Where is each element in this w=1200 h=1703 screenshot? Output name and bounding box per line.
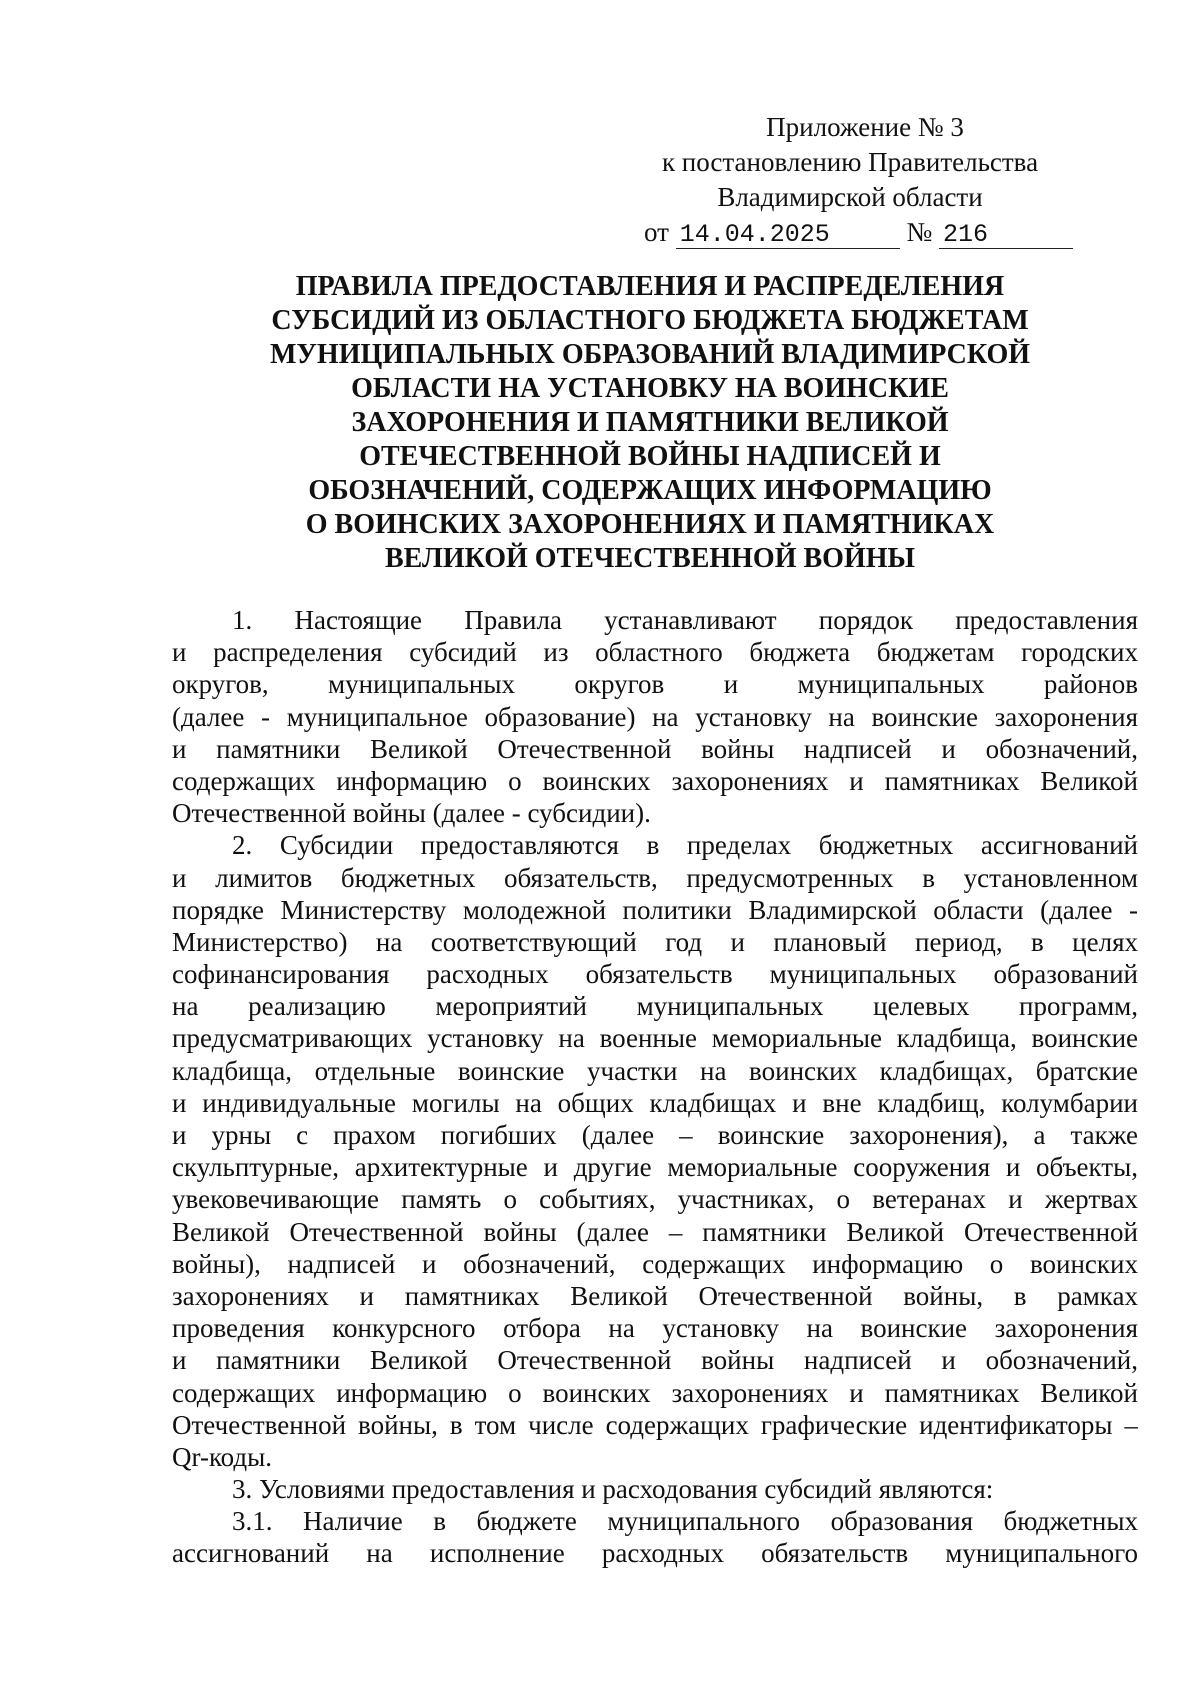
- body-text-line: содержащих информацию о воинских захоронениях и памятниках Великой: [172, 765, 1138, 796]
- resolution-reference: к постановлению Правительства: [661, 147, 1039, 177]
- title-line: СУБСИДИЙ ИЗ ОБЛАСТНОГО БЮДЖЕТА БЮДЖЕТАМ: [271, 305, 1029, 336]
- body-text-line: войны), надписей и обозначений, содержащих информацию о воинских: [172, 1248, 1138, 1279]
- title-line: ЗАХОРОНЕНИЯ И ПАМЯТНИКИ ВЕЛИКОЙ: [351, 407, 949, 438]
- body-text-line: и памятники Великой Отечественной войны надписей и обозначений,: [172, 1345, 1138, 1376]
- body-text-line: скульптурные, архитектурные и другие мемориальные сооружения и объекты,: [172, 1152, 1138, 1183]
- body-text-line: проведения конкурсного отбора на установку на воинские захоронения: [172, 1313, 1138, 1344]
- appendix-header: [620, 110, 1080, 250]
- title-line: ВЕЛИКОЙ ОТЕЧЕСТВЕННОЙ ВОЙНЫ: [384, 543, 916, 574]
- title-line: О ВОИНСКИХ ЗАХОРОНЕНИЯХ И ПАМЯТНИКАХ: [305, 509, 995, 540]
- region-name: Владимирской области: [717, 182, 983, 212]
- body-text-line: увековечивающие память о событиях, участниках, о ветеранах и жертвах: [172, 1184, 1138, 1215]
- body-text-line: округов, муниципальных округов и муниципальных районов: [172, 669, 1138, 700]
- body-text-line: ассигнований на исполнение расходных обязательств муниципального: [172, 1538, 1138, 1569]
- body-text-line: кладбища, отдельные воинские участки на воинских кладбищах, братские: [172, 1055, 1138, 1086]
- title-line: ОБОЗНАЧЕНИЙ, СОДЕРЖАЩИХ ИНФОРМАЦИЮ: [308, 475, 992, 506]
- date-number-line: [620, 215, 1080, 250]
- appendix-number: Приложение № 3: [766, 112, 964, 142]
- title-line: ОТЕЧЕСТВЕННОЙ ВОЙНЫ НАДПИСЕЙ И: [359, 441, 941, 472]
- resolution-number: 216: [939, 222, 1073, 249]
- resolution-date: 14.04.2025: [676, 222, 900, 249]
- body-text-line: 3. Условиями предоставления и расходования субсидий являются:: [232, 1474, 994, 1505]
- body-text-line: содержащих информацию о воинских захоронениях и памятниках Великой: [172, 1377, 1138, 1408]
- title-line: ПРАВИЛА ПРЕДОСТАВЛЕНИЯ И РАСПРЕДЕЛЕНИЯ: [295, 271, 1005, 302]
- body-text-line: на реализацию мероприятий муниципальных целевых программ,: [172, 991, 1138, 1022]
- body-text-line: Отечественной войны (далее - субсидии).: [172, 798, 651, 829]
- body-text-line: 1. Настоящие Правила устанавливают порядок предоставления: [232, 605, 1138, 635]
- body-text-line: и индивидуальные могилы на общих кладбищах и вне кладбищ, колумбарии: [172, 1087, 1138, 1118]
- body-text-line: порядке Министерству молодежной политики Владимирской области (далее -: [172, 894, 1138, 925]
- body-text-line: и лимитов бюджетных обязательств, предусмотренных в установленном: [172, 862, 1138, 893]
- body-text-line: (далее - муниципальное образование) на установку на воинские захоронения: [172, 701, 1138, 732]
- date-prefix: от: [644, 217, 669, 247]
- body-text-line: 3.1. Наличие в бюджете муниципального образования бюджетных: [232, 1506, 1138, 1537]
- title-line: МУНИЦИПАЛЬНЫХ ОБРАЗОВАНИЙ ВЛАДИМИРСКОЙ: [269, 339, 1031, 370]
- document-title: [220, 270, 1080, 576]
- body-text-line: 2. Субсидии предоставляются в пределах бюджетных ассигнований: [232, 830, 1138, 861]
- body-text-line: Великой Отечественной войны (далее – памятники Великой Отечественной: [172, 1216, 1138, 1247]
- body-text-line: Отечественной войны, в том числе содержащих графические идентификаторы –: [172, 1409, 1138, 1440]
- body-text-line: софинансирования расходных обязательств муниципальных образований: [172, 959, 1138, 990]
- document-body: [172, 604, 1138, 1570]
- number-prefix: №: [906, 217, 933, 247]
- body-text-line: и памятники Великой Отечественной войны надписей и обозначений,: [172, 733, 1138, 764]
- body-text-line: захоронениях и памятниках Великой Отечественной войны, в рамках: [172, 1280, 1138, 1311]
- body-text-line: и распределения субсидий из областного бюджета бюджетам городских: [172, 637, 1138, 668]
- body-text-line: и урны с прахом погибших (далее – воинские захоронения), а также: [172, 1120, 1138, 1150]
- body-text-line: Qr-коды.: [172, 1441, 273, 1472]
- body-text-line: Министерство) на соответствующий год и плановый период, в целях: [172, 926, 1138, 957]
- title-line: ОБЛАСТИ НА УСТАНОВКУ НА ВОИНСКИЕ: [351, 373, 949, 404]
- body-text-line: предусматривающих установку на военные мемориальные кладбища, воинские: [172, 1023, 1138, 1054]
